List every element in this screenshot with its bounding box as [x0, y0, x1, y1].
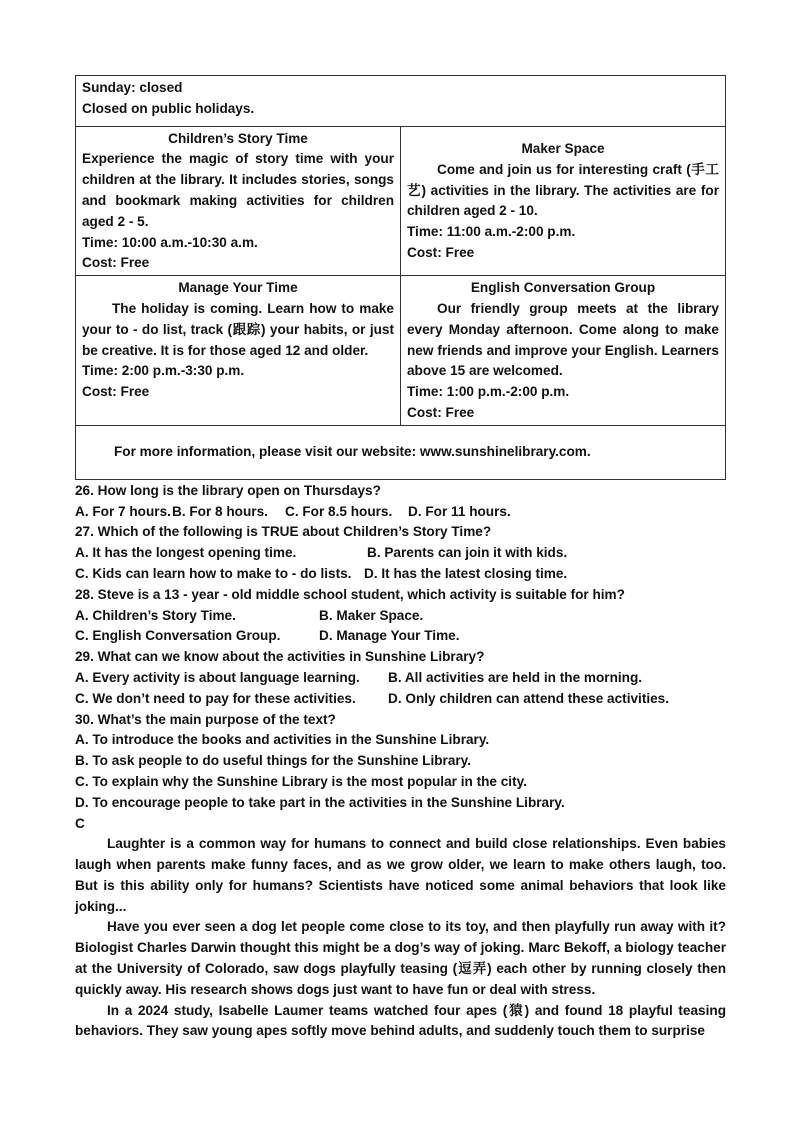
paragraph: Have you ever seen a dog let people come close to its toy, and then playfully run away with it? Biologist Charles Darwin thought this might be a dog’s way of joking. Marc Bekoff, a biology teacher at the University of Colorado, saw dogs playfully teasing (逗弄) each other by running closely then quickly away. His research shows dogs just want to have fun or deal with stress.: [75, 919, 726, 997]
footer-cell: [76, 425, 726, 479]
activity-title: English Conversation Group: [470, 280, 656, 296]
option-b: B. Maker Space.: [319, 607, 424, 623]
option-c: C. We don’t need to pay for these activities.: [75, 690, 356, 706]
option-d: D. To encourage people to take part in the activities in the Sunshine Library.: [75, 794, 565, 810]
option-row: [75, 564, 726, 585]
paragraph: Laughter is a common way for humans to connect and build close relationships. Even babies laugh when parents make funny faces, and as we grow older, we learn to make others laugh, too. But is this ability only for humans? Scientists have noticed some animal behaviors that look like joking...: [75, 836, 726, 914]
option-c: C. For 8.5 hours.: [285, 503, 393, 519]
questions: [75, 481, 726, 814]
hours-cell: [76, 76, 726, 127]
activity-title: Manage Your Time: [178, 280, 298, 296]
page: [75, 75, 726, 1042]
question-stem: 27. Which of the following is TRUE about Children’s Story Time?: [75, 524, 492, 540]
activity-description: The holiday is coming. Learn how to make your to - do list, track (跟踪) your habits, or just be creative. It is for those aged 12 and older.: [82, 300, 394, 358]
activity-description: Experience the magic of story time with your children at the library. It includes stories, songs and bookmark making activities for children aged 2 - 5.: [82, 151, 394, 229]
activity-cost: Cost: Free: [82, 384, 150, 400]
option-row: [75, 502, 726, 523]
option-a: A. For 7 hours.: [75, 503, 171, 519]
option-a: A. Every activity is about language learning.: [75, 669, 360, 685]
paragraph: In a 2024 study, Isabelle Laumer teams watched four apes (猿) and found 18 playful teasing behaviors. They saw young apes softly move behind adults, and suddenly touch them to surprise: [75, 1002, 726, 1039]
option-a: A. Children’s Story Time.: [75, 607, 236, 623]
option-row: [75, 689, 726, 710]
holiday-note: Closed on public holidays.: [82, 100, 255, 116]
library-info-table: [75, 75, 726, 480]
option-row: [75, 606, 726, 627]
activity-time: Time: 10:00 a.m.-10:30 a.m.: [82, 234, 258, 250]
option-row: [75, 543, 726, 564]
option-b: B. For 8 hours.: [172, 503, 268, 519]
website-note: For more information, please visit our website: www.sunshinelibrary.com.: [114, 444, 591, 460]
passage-c: [75, 814, 726, 1043]
activity-description: Come and join us for interesting craft (手工艺) activities in the library. The activities are for children aged 2 - 10.: [407, 161, 719, 219]
option-a: A. To introduce the books and activities in the Sunshine Library.: [75, 732, 490, 748]
option-d: D. Only children can attend these activities.: [388, 690, 670, 706]
option-d: D. For 11 hours.: [408, 503, 511, 519]
option-b: B. All activities are held in the morning.: [388, 669, 643, 685]
option-b: B. To ask people to do useful things for the Sunshine Library.: [75, 753, 472, 769]
option-c: C. Kids can learn how to make to - do lists.: [75, 565, 352, 581]
activity-childrens-story-time: [76, 126, 401, 276]
question-stem: 26. How long is the library open on Thursdays?: [75, 482, 381, 498]
option-c: C. To explain why the Sunshine Library is the most popular in the city.: [75, 773, 527, 789]
question-stem: 28. Steve is a 13 - year - old middle school student, which activity is suitable for him?: [75, 586, 625, 602]
activity-description: Our friendly group meets at the library every Monday afternoon. Come along to make new friends and improve your English. Learners above 15 are welcomed.: [407, 300, 719, 379]
activity-english-conversation-group: [401, 276, 726, 426]
activity-cost: Cost: Free: [407, 244, 475, 260]
option-c: C. English Conversation Group.: [75, 628, 281, 644]
option-d: D. It has the latest closing time.: [364, 565, 568, 581]
question-stem: 30. What’s the main purpose of the text?: [75, 711, 336, 727]
option-row: [75, 626, 726, 647]
option-a: A. It has the longest opening time.: [75, 545, 297, 561]
activity-title: Maker Space: [521, 140, 605, 156]
activity-time: Time: 1:00 p.m.-2:00 p.m.: [407, 384, 570, 400]
option-d: D. Manage Your Time.: [319, 628, 460, 644]
activity-time: Time: 2:00 p.m.-3:30 p.m.: [82, 363, 245, 379]
option-row: [75, 668, 726, 689]
activity-cost: Cost: Free: [407, 404, 475, 420]
sunday-hours: Sunday: closed: [82, 80, 183, 95]
option-b: B. Parents can join it with kids.: [367, 545, 568, 561]
activity-cost: Cost: Free: [82, 255, 150, 271]
activity-time: Time: 11:00 a.m.-2:00 p.m.: [407, 224, 576, 240]
question-stem: 29. What can we know about the activities in Sunshine Library?: [75, 649, 485, 665]
activity-manage-your-time: [76, 276, 401, 426]
section-letter: C: [75, 815, 85, 831]
activity-maker-space: [401, 126, 726, 276]
activity-title: Children’s Story Time: [168, 130, 308, 146]
